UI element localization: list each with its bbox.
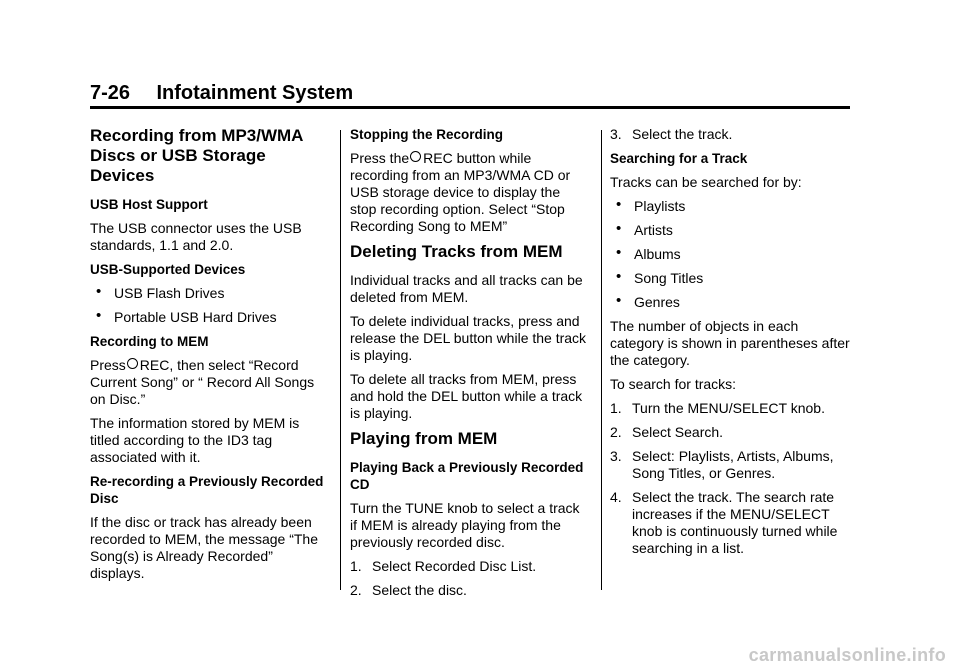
paragraph: The number of objects in each category is shown in parentheses after the category. (610, 318, 850, 368)
step-text: Select the track. The search rate increases if the MENU/SELECT knob is continuously turned while searching in a list. (632, 489, 838, 556)
column-2 (350, 126, 590, 606)
paragraph: Individual tracks and all tracks can be deleted from MEM. (350, 272, 583, 305)
paragraph (350, 150, 590, 235)
list-item: • USB Flash Drives (90, 285, 330, 302)
text-fragment: Press the (350, 150, 410, 166)
text-fragment: REC, then select “Record Current Song” or “ Record All Songs on Disc.” (90, 357, 315, 407)
list-item (350, 582, 590, 599)
paragraph: To search for tracks: (610, 376, 737, 392)
section-heading: Recording from MP3/WMA Discs or USB Storage Devices (90, 126, 303, 185)
watermark-text: carmanualsonline.info (748, 645, 946, 665)
step-text: Turn the MENU/SELECT knob. (632, 400, 825, 416)
step-text: Select the disc. (372, 582, 467, 598)
paragraph: The information stored by MEM is titled according to the ID3 tag associated with it. (90, 415, 300, 465)
step-number: 1. (610, 400, 622, 416)
column-divider (340, 130, 341, 590)
bullet-list (610, 198, 850, 311)
list-item: • Playlists (610, 198, 850, 215)
step-text: Select Recorded Disc List. (372, 558, 537, 574)
paragraph: Tracks can be searched for by: (610, 174, 802, 190)
section-title: Infotainment System (156, 82, 354, 104)
subheading: Searching for a Track (610, 151, 748, 166)
text-fragment: Press (90, 357, 126, 373)
step-number: 2. (610, 424, 622, 440)
step-number: 1. (350, 558, 362, 574)
list-item (350, 558, 590, 575)
column-3 (610, 126, 850, 564)
subheading: Re-recording a Previously Recorded Disc (90, 474, 324, 506)
rec-circle-icon (127, 358, 138, 369)
column-1 (90, 126, 330, 589)
step-number: 4. (610, 489, 622, 505)
paragraph: To delete all tracks from MEM, press and hold the DEL button while a track is playing. (350, 371, 583, 421)
list-item (610, 489, 850, 557)
list-item: • Song Titles (610, 270, 850, 287)
column-divider (601, 130, 602, 590)
page-header (90, 80, 850, 109)
numbered-list (350, 558, 590, 599)
paragraph: If the disc or track has already been recorded to MEM, the message “The Song(s) is Already Recorded” displays. (90, 514, 318, 581)
list-item: • Portable USB Hard Drives (90, 309, 330, 326)
subheading: USB Host Support (90, 197, 208, 212)
list-item: • Genres (610, 294, 850, 311)
step-text: Select: Playlists, Artists, Albums, Song Titles, or Genres. (632, 448, 834, 481)
step-text: Select the track. (632, 126, 733, 142)
page-number: 7-26 (90, 82, 131, 104)
rec-circle-icon (410, 151, 421, 162)
step-number: 3. (610, 448, 622, 464)
list-item: • Artists (610, 222, 850, 239)
subheading: Playing Back a Previously Recorded CD (350, 460, 584, 492)
subheading: Recording to MEM (90, 334, 209, 349)
list-item (610, 400, 850, 417)
bullet-list (90, 285, 330, 326)
section-heading: Deleting Tracks from MEM (350, 242, 563, 261)
list-item (610, 448, 850, 482)
paragraph: Turn the TUNE knob to select a track if MEM is already playing from the previously recorded disc. (350, 500, 580, 550)
step-text: Select Search. (632, 424, 724, 440)
numbered-list (610, 126, 850, 143)
section-heading: Playing from MEM (350, 429, 498, 448)
list-item (610, 424, 850, 441)
subheading: Stopping the Recording (350, 127, 503, 142)
subheading: USB-Supported Devices (90, 262, 246, 277)
step-number: 2. (350, 582, 362, 598)
step-number: 3. (610, 126, 622, 142)
numbered-list (610, 400, 850, 557)
paragraph: The USB connector uses the USB standards, 1.1 and 2.0. (90, 220, 302, 253)
list-item (610, 126, 850, 143)
list-item: • Albums (610, 246, 850, 263)
text-fragment: REC button while recording from an MP3/WMA CD or USB storage device to display the stop recording option. Select “Stop Recording Song to MEM” (350, 150, 571, 234)
paragraph (90, 357, 330, 408)
paragraph: To delete individual tracks, press and release the DEL button while the track is playing. (350, 313, 587, 363)
